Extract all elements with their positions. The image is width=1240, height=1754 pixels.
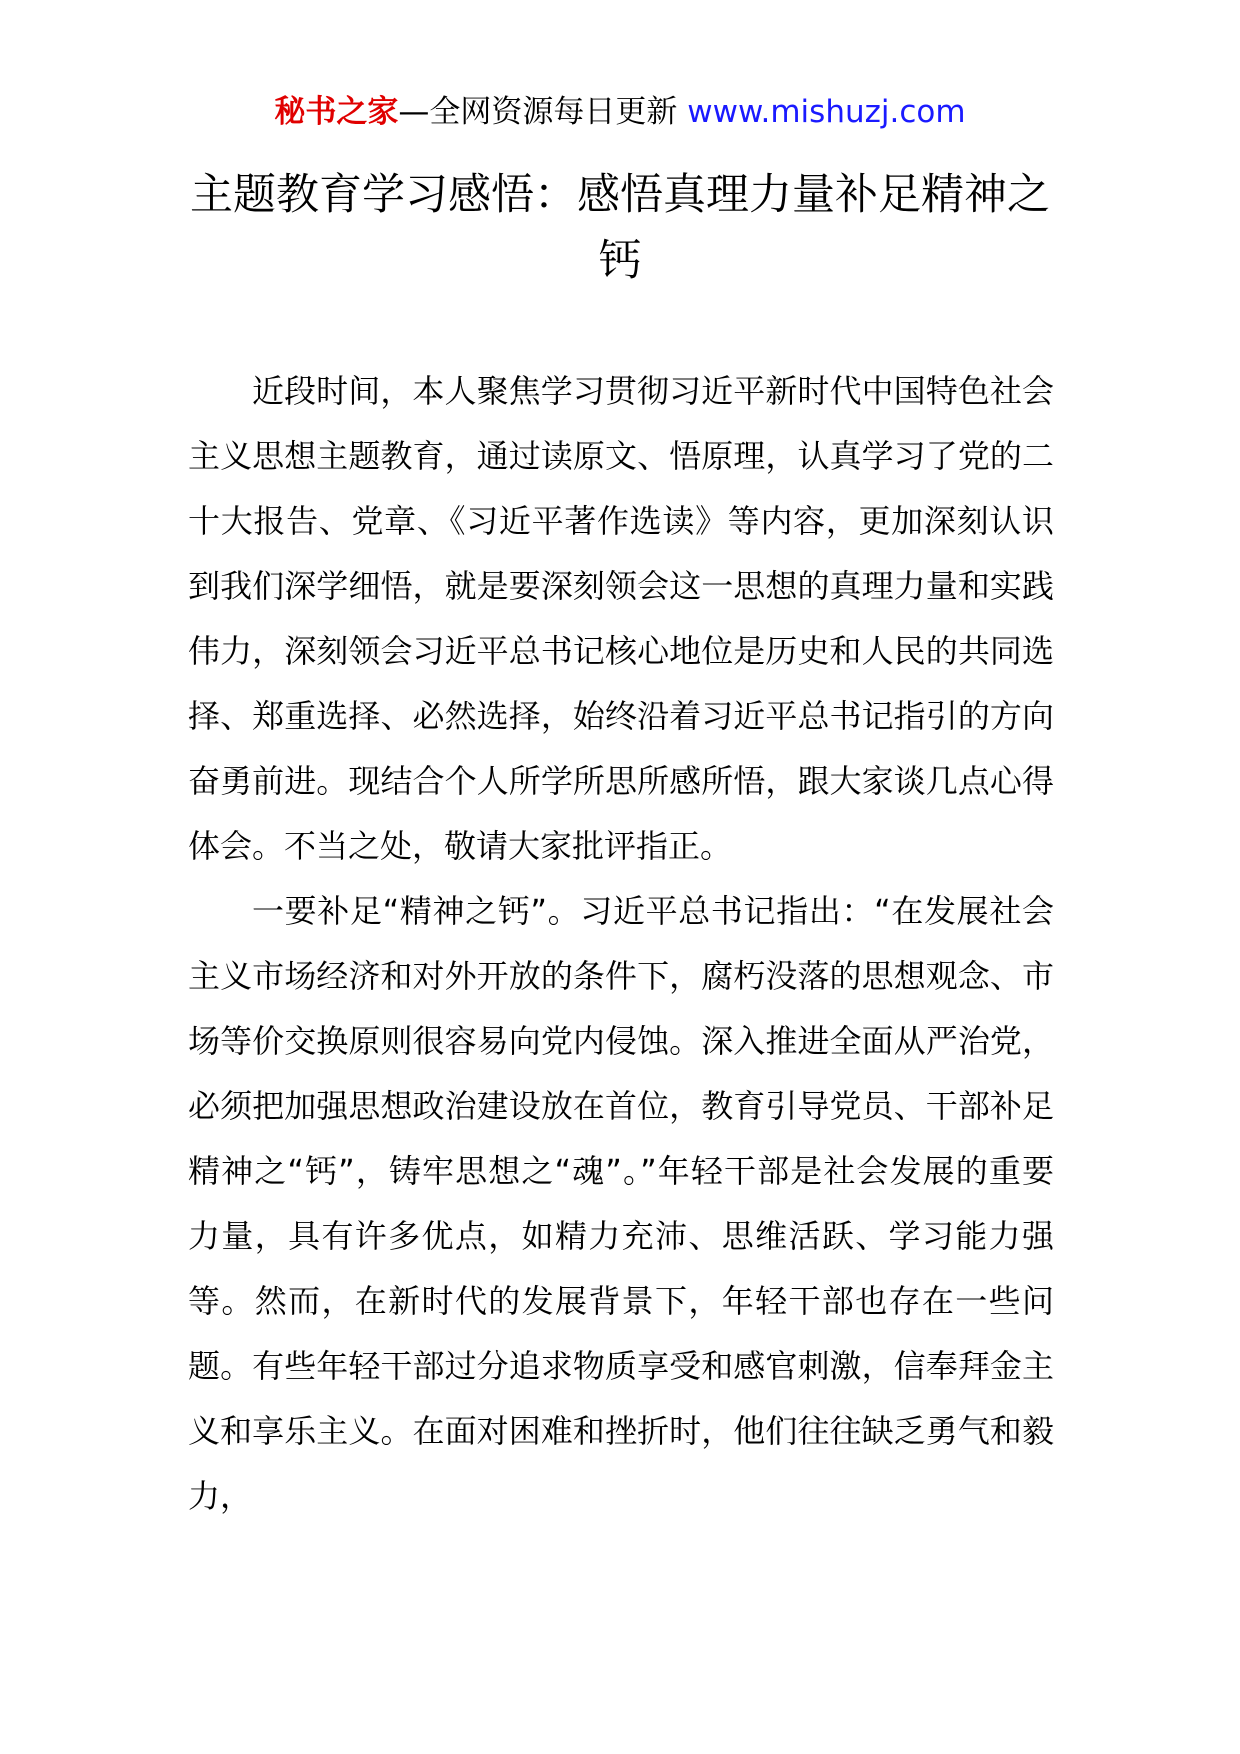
paragraph-intro: 近段时间，本人聚焦学习贯彻习近平新时代中国特色社会主义思想主题教育，通过读原文、悟原理，认真学习了党的二十大报告、党章、《习近平著作选读》等内容，更加深刻认识到我们深学细悟，就是要深刻领会这一思想的真理力量和实践伟力，深刻领会习近平总书记核心地位是历史和人民的共同选择、郑重选择、必然选择，始终沿着习近平总书记指引的方向奋勇前进。现结合个人所学所思所感所悟，跟大家谈几点心得体会。不当之处，敬请大家批评指正。 bbox=[188, 372, 1054, 865]
site-header bbox=[0, 92, 1240, 132]
site-url-link[interactable]: www.mishuzj.com bbox=[687, 94, 966, 130]
site-brand: 秘书之家 bbox=[274, 94, 399, 130]
document-body bbox=[188, 359, 1054, 1529]
paragraph-point-one: 一要补足“精神之钙”。习近平总书记指出：“在发展社会主义市场经济和对外开放的条件下，腐朽没落的思想观念、市场等价交换原则很容易向党内侵蚀。深入推进全面从严治党，必须把加强思想政治建设放在首位，教育引导党员、干部补足精神之“钙”，铸牢思想之“魂”。”年轻干部是社会发展的重要力量，具有许多优点，如精力充沛、思维活跃、学习能力强等。然而，在新时代的发展背景下，年轻干部也存在一些问题。有些年轻干部过分追求物质享受和感官刺激，信奉拜金主义和享乐主义。在面对困难和挫折时，他们往往缺乏勇气和毅力， bbox=[188, 892, 1054, 1515]
document-title: 主题教育学习感悟：感悟真理力量补足精神之钙 bbox=[190, 170, 1050, 286]
site-slogan: —全网资源每日更新 bbox=[398, 94, 688, 130]
